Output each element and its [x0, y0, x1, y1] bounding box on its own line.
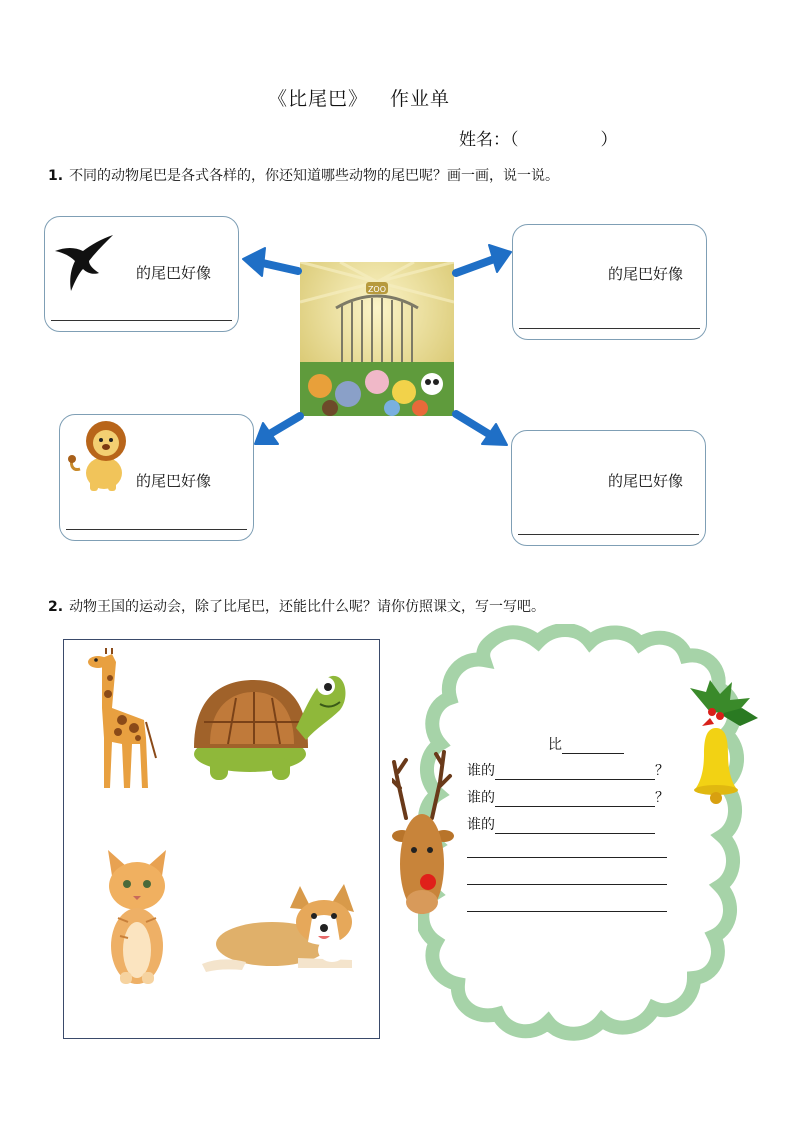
name-field[interactable] [459, 125, 618, 150]
arrow-head [243, 248, 265, 276]
who-line-3[interactable] [467, 814, 655, 834]
bell-holly-icon [680, 678, 760, 808]
write-line[interactable] [467, 911, 667, 912]
arrow-head [482, 424, 507, 445]
lion-icon [68, 419, 130, 493]
who-blank-2[interactable] [495, 792, 655, 807]
answer-line[interactable] [518, 534, 699, 535]
title-text: 《比尾巴》 [268, 88, 369, 110]
answer-box-1[interactable] [44, 216, 239, 332]
name-label: 姓名：（ [459, 130, 519, 150]
arrow-head [489, 245, 511, 272]
dog-icon [202, 878, 366, 978]
who-label-3: 谁的 [467, 817, 495, 833]
question-mark-2: ？ [655, 790, 669, 806]
swallow-icon [53, 229, 115, 293]
title-suffix: 作业单 [390, 88, 451, 110]
answer-line[interactable] [51, 320, 232, 321]
cat-icon [98, 846, 176, 986]
question-2-number: 2. [48, 599, 64, 615]
turtle-icon [180, 658, 350, 788]
question-1-number: 1. [48, 168, 64, 184]
zoo-picture [300, 262, 454, 416]
arrow-head [255, 423, 278, 444]
compare-label: 比 [548, 737, 562, 753]
page-title [268, 84, 450, 111]
write-line[interactable] [467, 884, 667, 885]
question-2 [48, 596, 545, 616]
who-line-2[interactable] [467, 787, 669, 807]
question-1 [48, 165, 559, 185]
arrow-lower-left [268, 416, 300, 435]
write-line[interactable] [467, 857, 667, 858]
reindeer-icon [392, 732, 454, 918]
answer-box-2[interactable] [512, 224, 707, 340]
compare-blank[interactable] [562, 739, 624, 754]
answer-box-3-label: 的尾巴好像 [136, 472, 212, 490]
answer-box-2-label: 的尾巴好像 [608, 265, 684, 283]
zoo-sign: ZOO [367, 285, 387, 294]
question-1-text: 不同的动物尾巴是各式各样的，你还知道哪些动物的尾巴呢？画一画，说一说。 [69, 168, 560, 184]
answer-line[interactable] [519, 328, 700, 329]
answer-box-4[interactable] [511, 430, 706, 546]
animals-panel [63, 639, 380, 1039]
arrow-upper-right [456, 258, 497, 273]
who-blank-3[interactable] [495, 819, 655, 834]
who-label-1: 谁的 [467, 763, 495, 779]
compare-line[interactable] [548, 734, 624, 754]
answer-box-4-label: 的尾巴好像 [608, 472, 684, 490]
giraffe-icon [82, 648, 162, 794]
answer-line[interactable] [66, 529, 247, 530]
arrow-upper-left [258, 262, 298, 271]
question-2-text: 动物王国的运动会，除了比尾巴，还能比什么呢？请你仿照课文，写一写吧。 [69, 599, 546, 615]
name-close: ） [600, 130, 618, 150]
question-mark-1: ？ [655, 763, 669, 779]
who-label-2: 谁的 [467, 790, 495, 806]
who-line-1[interactable] [467, 760, 669, 780]
answer-box-1-label: 的尾巴好像 [136, 264, 212, 282]
who-blank-1[interactable] [495, 765, 655, 780]
arrow-lower-right [456, 414, 492, 436]
answer-box-3[interactable] [59, 414, 254, 541]
